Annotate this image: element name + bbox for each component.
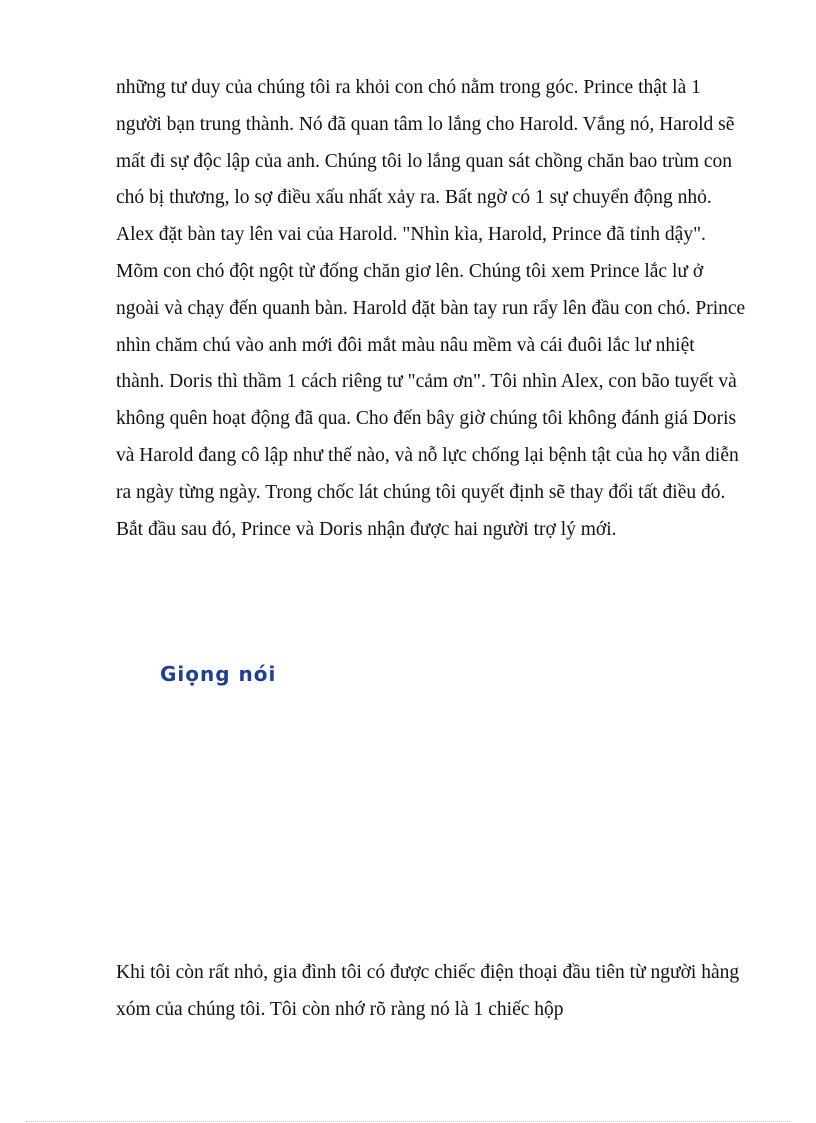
body-text-section-1 — [116, 70, 746, 548]
body-text-section-2 — [116, 955, 746, 1029]
page-bottom-divider — [26, 1121, 790, 1122]
paragraph-first-telephone: Khi tôi còn rất nhỏ, gia đình tôi có được chiếc điện thoại đầu tiên từ người hàng xóm của chúng tôi. Tôi còn nhớ rõ ràng nó là 1 chiếc hộp — [116, 962, 740, 1020]
paragraph-prince-loyal: những tư duy của chúng tôi ra khỏi con chó nằm trong góc. Prince thật là 1 người bạn trung thành. Nó đã quan tâm lo lắng cho Harold. Vắng nó, Harold sẽ mất đi sự độc lập của anh. Chúng tôi lo lắng quan sát chồng chăn bao trùm con chó bị thương, lo sợ điều xấu nhất xảy ra. Bất ngờ có 1 sự chuyển động nhỏ. — [116, 77, 735, 209]
section-heading: Giọng nói — [160, 662, 277, 686]
paragraph-alex-hand: Alex đặt bàn tay lên vai của Harold. "Nhìn kìa, Harold, Prince đã tỉnh dậy". — [116, 224, 706, 246]
paragraph-dog-wakes: Mõm con chó đột ngột từ đống chăn giơ lên. Chúng tôi xem Prince lắc lư ở ngoài và chạy đến quanh bàn. Harold đặt bàn tay run rẩy lên đầu con chó. Prince nhìn chăm chú vào anh mới đôi mắt màu nâu mềm và cái đuôi lắc lư nhiệt thành. Doris thì thầm 1 cách riêng tư "cảm ơn". Tôi nhìn Alex, con bão tuyết và không quên hoạt động đã qua. Cho đến bây giờ chúng tôi không đánh giá Doris và Harold đang cô lập như thế nào, và nỗ lực chống lại bệnh tật của họ vẫn diễn ra ngày từng ngày. Trong chốc lát chúng tôi quyết định sẽ thay đổi tất điều đó. Bắt đầu sau đó, Prince và Doris nhận được hai người trợ lý mới. — [116, 260, 746, 540]
